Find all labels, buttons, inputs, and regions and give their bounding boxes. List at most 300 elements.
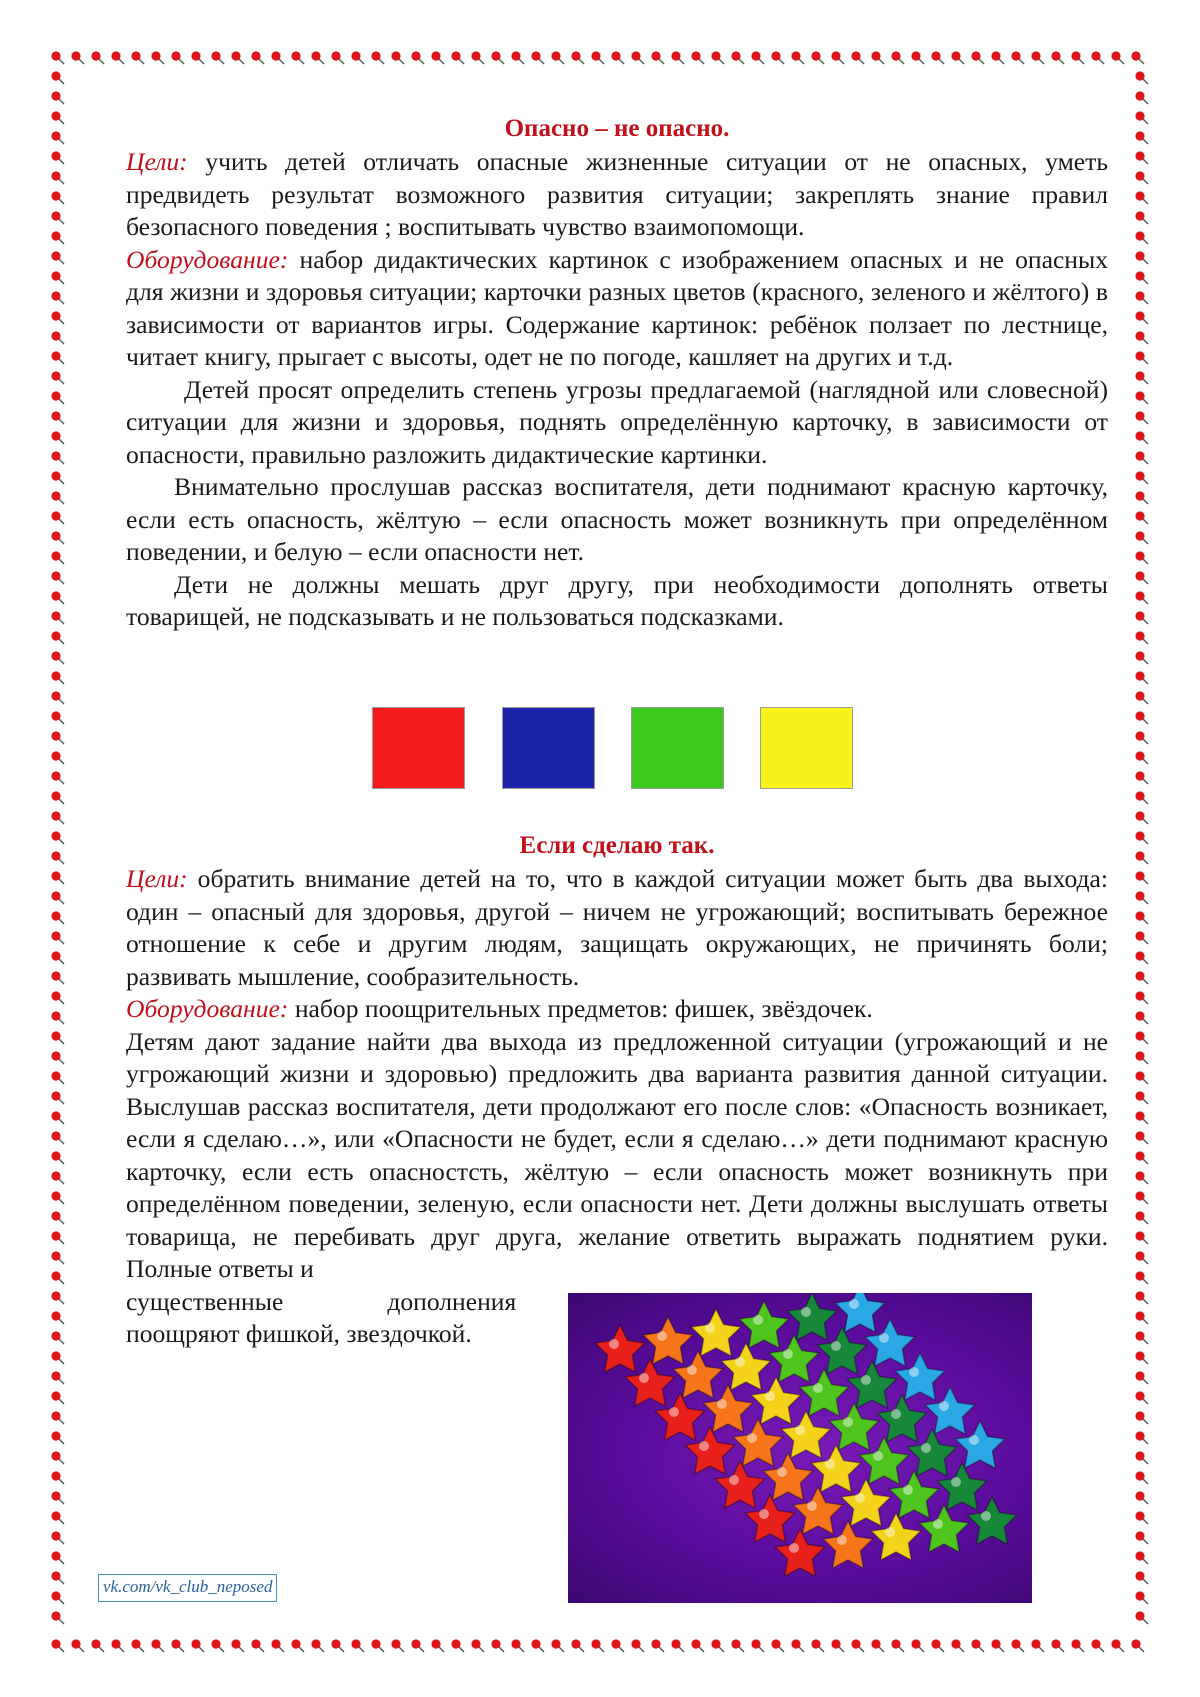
border-bead-tail <box>219 59 224 64</box>
border-bead-tail <box>1019 1647 1024 1652</box>
border-bead <box>851 51 860 60</box>
border-bead <box>1135 1171 1144 1180</box>
border-bead-tail <box>59 979 64 984</box>
border-bead-tail <box>539 1647 544 1652</box>
border-bead <box>1135 71 1144 80</box>
border-bead-tail <box>979 1647 984 1652</box>
border-bead-tail <box>1143 859 1148 864</box>
border-bead <box>51 671 60 680</box>
border-bead <box>551 51 560 60</box>
border-bead <box>331 51 340 60</box>
border-bead-tail <box>59 379 64 384</box>
border-bead-tail <box>59 439 64 444</box>
border-bead <box>1135 271 1144 280</box>
border-bead-tail <box>159 59 164 64</box>
border-bead <box>351 51 360 60</box>
border-bead-tail <box>699 59 704 64</box>
border-bead-tail <box>59 1519 64 1524</box>
border-bead <box>51 1111 60 1120</box>
border-bead <box>791 51 800 60</box>
border-bead-tail <box>1143 599 1148 604</box>
border-bead <box>51 171 60 180</box>
star-highlight <box>831 1341 841 1351</box>
border-bead <box>1135 1111 1144 1120</box>
star-highlight <box>861 1375 871 1385</box>
border-bead-tail <box>1143 1319 1148 1324</box>
border-bead <box>371 51 380 60</box>
border-bead <box>1135 451 1144 460</box>
border-bead <box>831 51 840 60</box>
border-bead-tail <box>59 1279 64 1284</box>
section-2-paragraph-1: Детям дают задание найти два выхода из предложенной ситуации (угрожающий и не угрожающий жизни и здоровью) предложить два варианта развития данной ситуации. Выслушав рассказ воспитателя, дети продолжают его после слов: «Опасность возникает, если я сделаю…», или «Опасности не будет, если я сделаю…» дети поднимают красную карточку, если есть опасностсть, жёлтую – если опасность может возникнуть при определённом поведении, зеленую, если опасности нет. Дети должны выслушать ответы товарища, не перебивать друг друга, желание ответить выражать поднятием руки. Полные ответы и <box>126 1026 1108 1283</box>
border-bead-tail <box>1143 119 1148 124</box>
border-bead-tail <box>779 59 784 64</box>
border-bead <box>1135 411 1144 420</box>
border-bead <box>51 1211 60 1220</box>
border-bead-tail <box>339 1647 344 1652</box>
border-bead-tail <box>1143 1359 1148 1364</box>
border-bead-tail <box>59 139 64 144</box>
border-bead <box>1135 311 1144 320</box>
border-bead-tail <box>1143 1479 1148 1484</box>
border-bead <box>51 911 60 920</box>
border-bead <box>1131 51 1140 60</box>
border-bead-tail <box>1139 59 1144 64</box>
section-2-title: Если сделаю так. <box>519 832 715 859</box>
border-bead <box>1135 1271 1144 1280</box>
border-bead-tail <box>1059 1647 1064 1652</box>
border-bead-tail <box>379 59 384 64</box>
border-bead-tail <box>1143 319 1148 324</box>
border-bead <box>1135 991 1144 1000</box>
star-highlight <box>849 1299 859 1309</box>
border-bead-tail <box>59 259 64 264</box>
border-bead <box>1135 151 1144 160</box>
border-bead <box>471 1639 480 1648</box>
border-bead-tail <box>119 1647 124 1652</box>
border-bead-tail <box>59 1319 64 1324</box>
yellow-card <box>760 707 853 789</box>
border-bead-tail <box>59 619 64 624</box>
watermark-link[interactable]: vk.com/vk_club_neposed <box>98 1574 277 1602</box>
border-bead-tail <box>59 799 64 804</box>
border-bead-tail <box>459 1647 464 1652</box>
border-bead <box>51 411 60 420</box>
border-bead <box>711 51 720 60</box>
border-bead-tail <box>59 1459 64 1464</box>
border-bead <box>1051 1639 1060 1648</box>
border-bead-tail <box>139 1647 144 1652</box>
star-highlight <box>951 1477 961 1487</box>
border-bead <box>51 871 60 880</box>
border-bead <box>1135 931 1144 940</box>
border-bead <box>1135 1431 1144 1440</box>
border-bead <box>431 51 440 60</box>
border-bead-tail <box>59 1419 64 1424</box>
border-bead <box>951 51 960 60</box>
border-bead <box>1135 1371 1144 1380</box>
border-bead-tail <box>579 1647 584 1652</box>
border-bead <box>891 1639 900 1648</box>
border-bead <box>1135 1131 1144 1140</box>
border-bead <box>251 51 260 60</box>
border-bead <box>51 1391 60 1400</box>
border-bead <box>811 51 820 60</box>
border-bead-tail <box>199 1647 204 1652</box>
border-bead <box>1135 1551 1144 1560</box>
border-bead-tail <box>59 1039 64 1044</box>
border-bead-tail <box>619 59 624 64</box>
border-bead <box>51 1351 60 1360</box>
border-bead-tail <box>59 419 64 424</box>
border-bead-tail <box>59 879 64 884</box>
border-bead <box>51 1311 60 1320</box>
border-bead <box>1135 1011 1144 1020</box>
section-1-equipment <box>126 244 1108 374</box>
border-bead-tail <box>279 1647 284 1652</box>
border-bead <box>991 1639 1000 1648</box>
border-bead-tail <box>1143 919 1148 924</box>
border-bead <box>1135 891 1144 900</box>
star-highlight <box>687 1365 697 1375</box>
border-bead <box>751 51 760 60</box>
border-bead <box>51 1451 60 1460</box>
border-bead <box>1135 1191 1144 1200</box>
border-bead-tail <box>319 1647 324 1652</box>
border-bead <box>51 1571 60 1580</box>
border-bead <box>371 1639 380 1648</box>
border-bead-tail <box>1143 1159 1148 1164</box>
border-bead-tail <box>1143 1399 1148 1404</box>
border-bead-tail <box>59 299 64 304</box>
border-bead <box>51 271 60 280</box>
border-bead-tail <box>59 1099 64 1104</box>
stars-graphic <box>568 1293 1032 1603</box>
border-bead <box>51 391 60 400</box>
border-bead <box>51 1511 60 1520</box>
border-bead <box>1135 171 1144 180</box>
border-bead-tail <box>59 859 64 864</box>
border-bead-tail <box>1143 1079 1148 1084</box>
border-bead-tail <box>979 59 984 64</box>
star-highlight <box>879 1333 889 1343</box>
border-bead <box>1135 1151 1144 1160</box>
border-bead-tail <box>299 59 304 64</box>
border-bead <box>1135 91 1144 100</box>
border-bead-tail <box>1143 1299 1148 1304</box>
goals-text: учить детей отличать опасные жизненные ситуации от не опасных, уметь предвидеть результат возможного развития ситуации; закреплять знание правил безопасного поведения ; воспитывать чувство взаимопомощи. <box>126 147 1108 241</box>
star-highlight <box>789 1543 799 1553</box>
border-bead <box>1135 911 1144 920</box>
border-bead <box>1135 1211 1144 1220</box>
border-bead-tail <box>1143 79 1148 84</box>
border-bead-tail <box>139 59 144 64</box>
border-bead-tail <box>519 1647 524 1652</box>
border-bead <box>1135 251 1144 260</box>
border-bead-tail <box>1143 1099 1148 1104</box>
border-bead-tail <box>1143 199 1148 204</box>
border-bead <box>191 51 200 60</box>
border-bead <box>691 51 700 60</box>
star-highlight <box>837 1535 847 1545</box>
border-bead-tail <box>439 59 444 64</box>
border-bead-tail <box>59 1579 64 1584</box>
border-bead-tail <box>59 199 64 204</box>
border-bead-tail <box>1143 1459 1148 1464</box>
border-bead-tail <box>59 1339 64 1344</box>
border-bead-tail <box>59 919 64 924</box>
border-bead <box>511 51 520 60</box>
border-bead <box>51 1551 60 1560</box>
border-bead-tail <box>959 1647 964 1652</box>
border-bead-tail <box>59 1439 64 1444</box>
section-2 <box>126 829 1108 1351</box>
star-highlight <box>657 1331 667 1341</box>
border-bead <box>51 211 60 220</box>
border-bead <box>111 51 120 60</box>
border-bead <box>211 51 220 60</box>
border-bead <box>51 551 60 560</box>
border-bead <box>51 1371 60 1380</box>
section-1-paragraph-3: Дети не должны мешать друг другу, при необходимости дополнять ответы товарищей, не подсказывать и не пользоваться подсказками. <box>126 569 1108 631</box>
border-bead-tail <box>59 499 64 504</box>
border-bead-tail <box>59 1019 64 1024</box>
border-bead-tail <box>59 179 64 184</box>
border-bead <box>291 51 300 60</box>
border-bead <box>1135 231 1144 240</box>
border-bead-tail <box>679 59 684 64</box>
border-bead <box>531 1639 540 1648</box>
border-bead <box>391 1639 400 1648</box>
border-bead <box>491 51 500 60</box>
border-bead-tail <box>659 1647 664 1652</box>
border-bead-tail <box>59 159 64 164</box>
star-highlight <box>843 1417 853 1427</box>
border-bead-tail <box>1143 1219 1148 1224</box>
border-bead-tail <box>59 1379 64 1384</box>
border-bead <box>51 1531 60 1540</box>
star-highlight <box>729 1475 739 1485</box>
border-bead-tail <box>419 1647 424 1652</box>
border-bead <box>1135 1331 1144 1340</box>
border-bead <box>1135 831 1144 840</box>
border-bead-tail <box>1143 139 1148 144</box>
border-bead-tail <box>619 1647 624 1652</box>
border-bead <box>311 51 320 60</box>
border-bead <box>151 51 160 60</box>
border-bead <box>1135 491 1144 500</box>
equipment-label: Оборудование: <box>126 994 289 1023</box>
border-bead-tail <box>59 1619 64 1624</box>
goals-label: Цели: <box>126 864 188 893</box>
border-bead-tail <box>1099 59 1104 64</box>
border-bead-tail <box>879 1647 884 1652</box>
border-bead <box>51 111 60 120</box>
border-bead-tail <box>399 1647 404 1652</box>
border-bead-tail <box>179 59 184 64</box>
border-bead <box>1135 1451 1144 1460</box>
border-bead-tail <box>299 1647 304 1652</box>
border-bead <box>51 1071 60 1080</box>
border-bead-tail <box>1059 59 1064 64</box>
border-bead <box>551 1639 560 1648</box>
border-bead <box>1135 131 1144 140</box>
border-bead-tail <box>939 59 944 64</box>
border-bead-tail <box>179 1647 184 1652</box>
border-bead <box>571 51 580 60</box>
border-bead-tail <box>1143 259 1148 264</box>
border-bead-tail <box>879 59 884 64</box>
border-bead <box>331 1639 340 1648</box>
border-bead-tail <box>59 519 64 524</box>
border-bead <box>271 51 280 60</box>
border-bead <box>131 51 140 60</box>
border-bead-tail <box>59 699 64 704</box>
border-bead-tail <box>79 1647 84 1652</box>
border-bead-tail <box>1143 479 1148 484</box>
border-bead <box>831 1639 840 1648</box>
border-bead <box>851 1639 860 1648</box>
star-piece <box>691 1309 740 1356</box>
border-bead-tail <box>1143 159 1148 164</box>
border-bead <box>1135 1591 1144 1600</box>
border-bead <box>951 1639 960 1648</box>
border-bead-tail <box>59 459 64 464</box>
border-bead-tail <box>1143 1119 1148 1124</box>
border-bead-tail <box>1143 1239 1148 1244</box>
border-bead <box>611 1639 620 1648</box>
border-bead <box>1135 371 1144 380</box>
border-bead <box>51 1639 60 1648</box>
border-bead-tail <box>1119 59 1124 64</box>
border-bead-tail <box>1143 1039 1148 1044</box>
border-bead-tail <box>1143 1279 1148 1284</box>
border-bead-tail <box>679 1647 684 1652</box>
border-bead <box>1135 531 1144 540</box>
border-bead <box>1091 51 1100 60</box>
border-bead-tail <box>59 399 64 404</box>
border-bead <box>1135 851 1144 860</box>
border-bead <box>751 1639 760 1648</box>
border-bead <box>51 351 60 360</box>
star-highlight <box>855 1493 865 1503</box>
border-bead-tail <box>779 1647 784 1652</box>
star-highlight <box>699 1441 709 1451</box>
border-bead-tail <box>359 59 364 64</box>
border-bead <box>51 331 60 340</box>
border-bead <box>1135 211 1144 220</box>
border-bead-tail <box>99 1647 104 1652</box>
border-bead <box>51 1591 60 1600</box>
border-bead <box>1135 811 1144 820</box>
border-bead-tail <box>639 1647 644 1652</box>
border-bead-tail <box>1143 1139 1148 1144</box>
border-bead-tail <box>1143 879 1148 884</box>
border-bead <box>511 1639 520 1648</box>
border-bead <box>1135 1031 1144 1040</box>
star-highlight <box>909 1367 919 1377</box>
star-highlight <box>795 1425 805 1435</box>
border-bead-tail <box>799 1647 804 1652</box>
border-bead <box>171 1639 180 1648</box>
border-bead-tail <box>1143 1379 1148 1384</box>
border-bead-tail <box>1143 979 1148 984</box>
border-bead-tail <box>59 79 64 84</box>
border-bead-tail <box>1143 1559 1148 1564</box>
border-bead <box>431 1639 440 1648</box>
border-bead <box>731 1639 740 1648</box>
star-piece <box>787 1293 836 1340</box>
rainbow-stars-photo <box>568 1293 1032 1603</box>
border-bead-tail <box>59 1159 64 1164</box>
border-bead-tail <box>59 939 64 944</box>
section-1-title: Опасно – не опасно. <box>504 115 730 142</box>
border-bead <box>1135 291 1144 300</box>
border-bead <box>531 51 540 60</box>
border-bead-tail <box>59 1059 64 1064</box>
border-bead <box>1071 51 1080 60</box>
border-bead-tail <box>59 239 64 244</box>
border-bead <box>211 1639 220 1648</box>
border-bead <box>1135 591 1144 600</box>
border-bead <box>351 1639 360 1648</box>
star-highlight <box>903 1485 913 1495</box>
border-bead-tail <box>1143 279 1148 284</box>
border-bead <box>411 1639 420 1648</box>
star-piece <box>739 1301 788 1348</box>
border-bead <box>1135 331 1144 340</box>
star-highlight <box>735 1357 745 1367</box>
border-bead <box>51 691 60 700</box>
border-bead-tail <box>1143 699 1148 704</box>
border-bead-tail <box>579 59 584 64</box>
border-bead-tail <box>1039 1647 1044 1652</box>
star-highlight <box>813 1383 823 1393</box>
border-bead <box>91 51 100 60</box>
border-bead-tail <box>59 659 64 664</box>
border-bead-tail <box>719 1647 724 1652</box>
border-bead-tail <box>839 59 844 64</box>
border-bead-tail <box>1143 839 1148 844</box>
border-bead <box>1135 391 1144 400</box>
border-bead <box>1135 511 1144 520</box>
border-bead-tail <box>59 1119 64 1124</box>
border-bead-tail <box>539 59 544 64</box>
border-bead <box>1135 971 1144 980</box>
border-bead <box>1051 51 1060 60</box>
border-bead <box>1135 671 1144 680</box>
border-bead <box>51 371 60 380</box>
border-bead-tail <box>1143 799 1148 804</box>
color-cards <box>0 707 1200 789</box>
border-bead-tail <box>1139 1647 1144 1652</box>
border-bead-tail <box>1143 339 1148 344</box>
border-bead <box>971 1639 980 1648</box>
border-bead-tail <box>1143 359 1148 364</box>
border-bead <box>911 51 920 60</box>
border-bead <box>391 51 400 60</box>
border-bead-tail <box>1143 639 1148 644</box>
border-bead-tail <box>1143 1499 1148 1504</box>
border-bead-tail <box>919 1647 924 1652</box>
star-piece <box>835 1293 884 1332</box>
border-bead-tail <box>1143 659 1148 664</box>
star-highlight <box>933 1519 943 1529</box>
border-bead <box>711 1639 720 1648</box>
star-highlight <box>981 1511 991 1521</box>
border-bead <box>811 1639 820 1648</box>
border-bead <box>51 971 60 980</box>
